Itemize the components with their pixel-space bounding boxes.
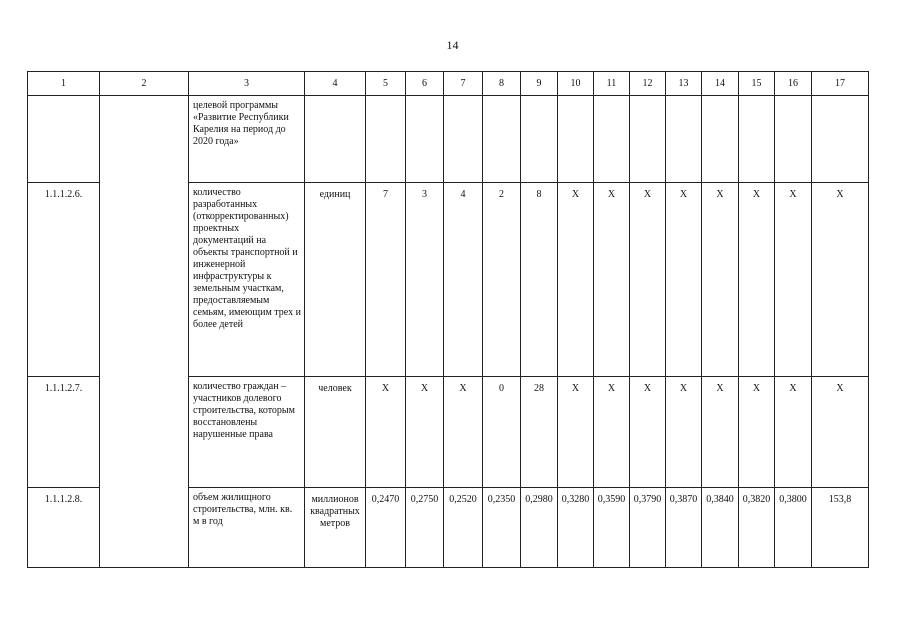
indicators-table <box>27 71 869 568</box>
row-value: 0,3840 <box>702 488 739 568</box>
row-code <box>28 96 100 183</box>
row-value: Х <box>406 377 444 488</box>
column-header: 4 <box>305 72 366 96</box>
column-header: 7 <box>444 72 483 96</box>
row-value: Х <box>739 377 775 488</box>
row-value: 153,8 <box>812 488 869 568</box>
row-value: 2 <box>483 183 521 377</box>
column-header: 8 <box>483 72 521 96</box>
row-unit <box>305 96 366 183</box>
row-value: Х <box>739 183 775 377</box>
row-value: Х <box>558 183 594 377</box>
row-value <box>775 96 812 183</box>
row-value: Х <box>812 183 869 377</box>
row-value: Х <box>666 377 702 488</box>
row-value: Х <box>630 377 666 488</box>
row-value: Х <box>444 377 483 488</box>
row-value: Х <box>775 377 812 488</box>
row-value <box>558 96 594 183</box>
row-value: Х <box>812 377 869 488</box>
column-header: 16 <box>775 72 812 96</box>
row-value: Х <box>666 183 702 377</box>
row-value <box>630 96 666 183</box>
row-unit: единиц <box>305 183 366 377</box>
row-value <box>366 96 406 183</box>
row-value: Х <box>702 377 739 488</box>
row-value: Х <box>594 377 630 488</box>
column-header: 2 <box>100 72 189 96</box>
column-header: 10 <box>558 72 594 96</box>
row-value: Х <box>775 183 812 377</box>
header-row <box>28 72 869 96</box>
row-code: 1.1.1.2.6. <box>28 183 100 377</box>
column-header: 14 <box>702 72 739 96</box>
column-header: 11 <box>594 72 630 96</box>
row-value: 0,3820 <box>739 488 775 568</box>
row-value: 3 <box>406 183 444 377</box>
row-value: 28 <box>521 377 558 488</box>
table-row <box>28 96 869 183</box>
row-value <box>812 96 869 183</box>
column-header: 9 <box>521 72 558 96</box>
row-value: 0,2520 <box>444 488 483 568</box>
row-value: Х <box>630 183 666 377</box>
row-value <box>406 96 444 183</box>
row-value: 0,3800 <box>775 488 812 568</box>
row-value: 0 <box>483 377 521 488</box>
row-value <box>739 96 775 183</box>
row-value <box>521 96 558 183</box>
column-header: 5 <box>366 72 406 96</box>
row-value: 0,2980 <box>521 488 558 568</box>
row-value <box>483 96 521 183</box>
row-value: 0,2750 <box>406 488 444 568</box>
row-value: 0,2470 <box>366 488 406 568</box>
row-value <box>594 96 630 183</box>
column-header: 3 <box>189 72 305 96</box>
row-value: 0,3870 <box>666 488 702 568</box>
row-unit: миллионов квадратных метров <box>305 488 366 568</box>
row-indicator-text: количество разработанных (откорректированных) проектных документаций на объекты транспортной и инженерной инфраструктуры к земельным участкам, предоставляемым семьям, имеющим трех и более детей <box>189 183 305 377</box>
row-value: 8 <box>521 183 558 377</box>
column-header: 17 <box>812 72 869 96</box>
row-value: 0,3790 <box>630 488 666 568</box>
page-number: 14 <box>446 38 459 52</box>
row-value <box>702 96 739 183</box>
row-unit: человек <box>305 377 366 488</box>
column-header: 15 <box>739 72 775 96</box>
row-indicator-text: целевой программы «Развитие Республики Карелия на период до 2020 года» <box>189 96 305 183</box>
row-indicator-text: объем жилищного строительства, млн. кв. м в год <box>189 488 305 568</box>
row-value <box>444 96 483 183</box>
column-header: 6 <box>406 72 444 96</box>
row-code: 1.1.1.2.7. <box>28 377 100 488</box>
row-indicator-text: количество граждан – участников долевого строительства, которым восстановлены нарушенные права <box>189 377 305 488</box>
merged-column-2-cell <box>100 96 189 568</box>
row-value: 0,3280 <box>558 488 594 568</box>
column-header: 13 <box>666 72 702 96</box>
row-value: 7 <box>366 183 406 377</box>
row-value: 4 <box>444 183 483 377</box>
row-value: 0,2350 <box>483 488 521 568</box>
row-value: Х <box>558 377 594 488</box>
row-value: Х <box>702 183 739 377</box>
row-value: Х <box>594 183 630 377</box>
row-value: 0,3590 <box>594 488 630 568</box>
row-value: Х <box>366 377 406 488</box>
row-code: 1.1.1.2.8. <box>28 488 100 568</box>
column-header: 1 <box>28 72 100 96</box>
row-value <box>666 96 702 183</box>
column-header: 12 <box>630 72 666 96</box>
